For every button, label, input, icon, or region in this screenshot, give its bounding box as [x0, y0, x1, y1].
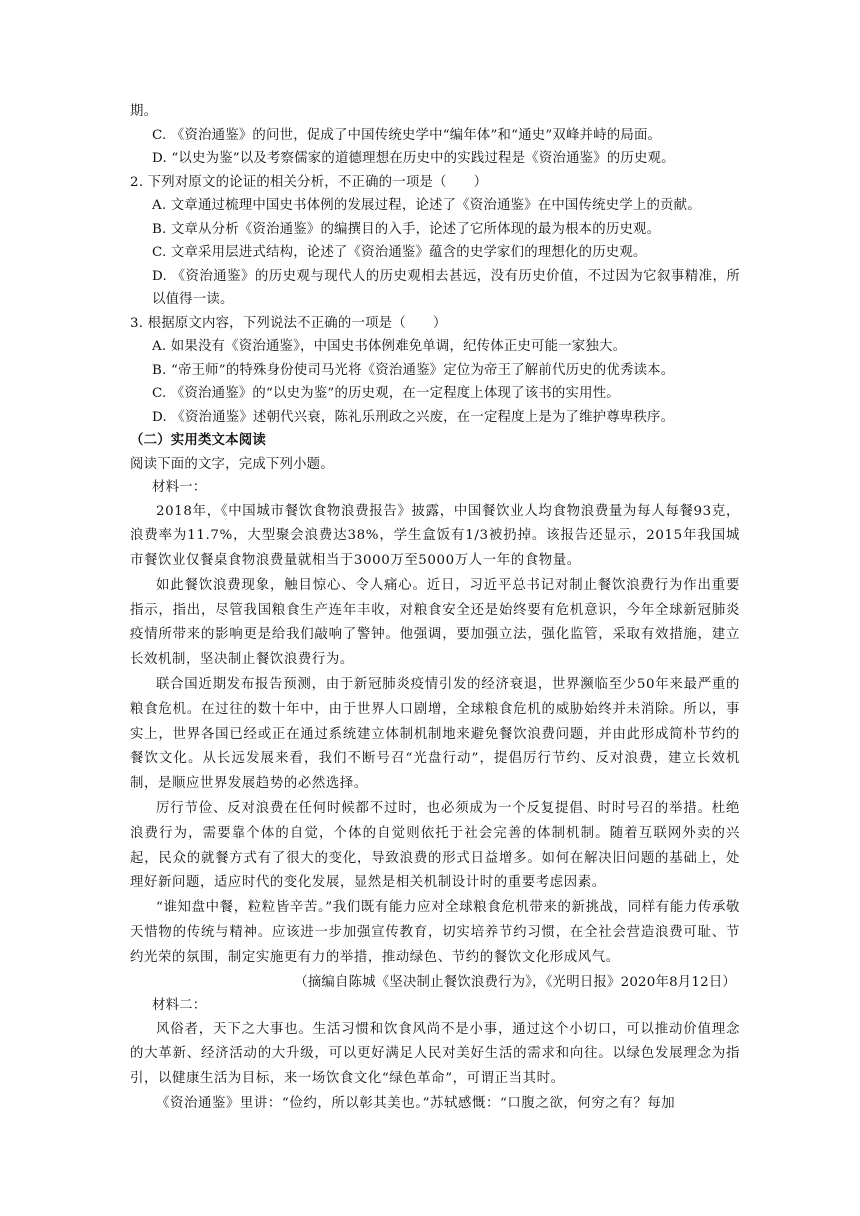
material-paragraph: 《资治通鉴》里讲：“俭约，所以彰其美也。”苏轼感慨：“口腹之欲，何穷之有？每加	[156, 1096, 676, 1112]
option-c: C. 文章采用层进式结构，论述了《资治通鉴》蕴含的史学家们的理想化的历史观。	[152, 245, 647, 260]
option-c: C. 《资治通鉴》的“以史为鉴”的历史观，在一定程度上体现了该书的实用性。	[152, 386, 620, 401]
question-3: 3. 根据原文内容，下列说法不正确的一项是（ ）	[130, 315, 447, 331]
material-paragraph: 联合国近期发布报告预测，由于新冠肺炎疫情引发的经济衰退，世界濒临至少50年来最严重的粮食危机。在过往的数十年中，由于世界人口剧增，全球粮食危机的威胁始终并未消除。所以，事实上，世界各国已经或正在通过系统建立体制机制地来避免餐饮浪费问题，并由此形成简朴节约的餐饮文化。从长远发展来看，我们不断号召“光盘行动”，提倡厉行节约、反对浪费，建立长效机制，是顺应世界发展趋势的必然选择。	[130, 677, 740, 792]
source-citation: （摘编自陈城《坚决制止餐饮浪费行为》，《光明日报》2020年8月12日）	[294, 974, 736, 990]
option-c: C. 《资治通鉴》的问世，促成了中国传统史学中“编年体”和“通史”双峰并峙的局面。	[152, 127, 662, 143]
question-2: 2. 下列对原文的论证的相关分析，不正确的一项是（ ）	[130, 174, 488, 190]
option-d: D. 《资治通鉴》的历史观与现代人的历史观相去甚远，没有历史价值，不过因为它叙事精准，所以值得一读。	[152, 268, 740, 307]
material-paragraph: 厉行节俭、反对浪费在任何时候都不过时，也必须成为一个反复提倡、时时号召的举措。杜绝浪费行为，需要靠个体的自觉，个体的自觉则依托于社会完善的体制机制。随着互联网外卖的兴起，民众的就餐方式有了很大的变化，导致浪费的形式日益增多。如何在解决旧问题的基础上，处理好新问题，适应时代的变化发展，显然是相关机制设计时的重要考虑因素。	[130, 801, 740, 891]
section-heading: （二）实用类文本阅读	[130, 432, 266, 448]
option-b: B. 文章从分析《资治通鉴》的编撰目的入手，论述了它所体现的最为根本的历史观。	[152, 221, 661, 237]
material-paragraph: 2018年，《中国城市餐饮食物浪费报告》披露，中国餐饮业人均食物浪费量为每人每餐93克，浪费率为11.7%，大型聚会浪费达38%，学生盒饭有1/3被扔掉。该报告还显示，2015年我国城市餐饮业仅餐桌食物浪费量就相当于3000万至5000万人一年的食物量。	[130, 503, 740, 569]
material-paragraph: “谁知盘中餐，粒粒皆辛苦。”我们既有能力应对全球粮食危机带来的新挑战，同样有能力传承敬天惜物的传统与精神。应该进一步加强宣传教育，切实培养节约习惯，在全社会营造浪费可耻、节约光荣的氛围，制定实施更有力的举措，推动绿色、节约的餐饮文化形成风气。	[130, 900, 740, 965]
material-two-label: 材料二：	[152, 998, 207, 1014]
option-a: A. 文章通过梳理中国史书体例的发展过程，论述了《资治通鉴》在中国传统史学上的贡献。	[152, 198, 701, 213]
material-paragraph: 风俗者，天下之大事也。生活习惯和饮食风尚不是小事，通过这个小切口，可以推动价值理念的大革新、经济活动的大升级，可以更好满足人民对美好生活的需求和向往。以绿色发展理念为指引，以健康生活为目标，来一场饮食文化“绿色革命”，可谓正当其时。	[130, 1021, 740, 1087]
paragraph-continuation: 期。	[130, 104, 158, 119]
option-d: D. 《资治通鉴》述朝代兴衰，陈礼乐刑政之兴废，在一定程度上是为了维护尊卑秩序。	[152, 409, 675, 425]
option-a: A. 如果没有《资治通鉴》，中国史书体例难免单调，纪传体正史可能一家独大。	[152, 339, 627, 354]
option-b: B. “帝王师”的特殊身份使司马光将《资治通鉴》定位为帝王了解前代历史的优秀读本。	[152, 362, 675, 378]
document-page	[130, 100, 740, 1117]
instructions: 阅读下面的文字，完成下列小题。	[130, 456, 334, 472]
option-d: D. “以史为鉴”以及考察儒家的道德理想在历史中的实践过程是《资治通鉴》的历史观。	[152, 151, 675, 166]
material-one-label: 材料一：	[152, 480, 207, 495]
material-paragraph: 如此餐饮浪费现象，触目惊心、令人痛心。近日，习近平总书记对制止餐饮浪费行为作出重要指示，指出，尽管我国粮食生产连年丰收，对粮食安全还是始终要有危机意识，今年全球新冠肺炎疫情所带来的影响更是给我们敲响了警钟。他强调，要加强立法，强化监管，采取有效措施，建立长效机制，坚决制止餐饮浪费行为。	[130, 577, 740, 668]
